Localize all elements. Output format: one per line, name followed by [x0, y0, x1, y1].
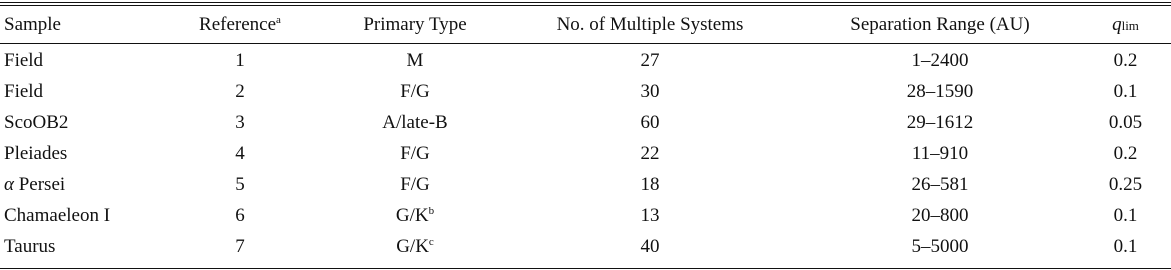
sample-name: ScoOB2 [4, 111, 69, 133]
cell-sample [0, 169, 150, 200]
table-row [0, 169, 1171, 200]
cell-num-systems: 18 [640, 173, 660, 195]
cell-num-systems: 30 [640, 80, 660, 102]
cell-reference: 1 [235, 49, 245, 71]
top-rule [0, 2, 1171, 3]
cell-num-systems: 40 [640, 235, 660, 257]
table-row [0, 107, 1171, 138]
table-row [0, 43, 1171, 76]
cell-qlim: 0.25 [1108, 173, 1143, 195]
header-reference: Reference$^a$ [199, 13, 281, 35]
sample-name: Taurus [4, 235, 56, 257]
header-sample: Sample [4, 13, 61, 35]
cell-primary-type: F/G [400, 80, 430, 102]
cell-qlim: 0.1 [1113, 235, 1138, 257]
sample-name: Chamaeleon I [4, 204, 111, 226]
cell-sample [0, 231, 150, 262]
cell-reference: 5 [235, 173, 245, 195]
cell-qlim: 0.1 [1113, 80, 1138, 102]
cell-primary-type: M [406, 49, 424, 71]
header-num-systems: No. of Multiple Systems [556, 13, 744, 35]
cell-num-systems: 60 [640, 111, 660, 133]
cell-reference: 4 [235, 142, 245, 164]
cell-qlim: 0.2 [1113, 142, 1138, 164]
header-row [0, 6, 1171, 43]
sample-name: Field [4, 49, 44, 71]
cell-sample [0, 200, 150, 231]
header-separation: Separation Range (AU) [850, 13, 1030, 35]
cell-qlim: 0.05 [1108, 111, 1143, 133]
cell-primary-type: F/G [400, 142, 430, 164]
cell-reference: 6 [235, 204, 245, 226]
cell-separation: 11–910 [911, 142, 969, 164]
sample-name: Pleiades [4, 142, 68, 164]
cell-qlim: 0.2 [1113, 49, 1138, 71]
cell-qlim: 0.1 [1113, 204, 1138, 226]
cell-sample [0, 138, 150, 169]
cell-separation: 28–1590 [906, 80, 974, 102]
cell-num-systems: 13 [640, 204, 660, 226]
survey-table [0, 6, 1171, 262]
header-primary-type: Primary Type [363, 13, 467, 35]
cell-separation: 29–1612 [906, 111, 974, 133]
cell-separation: 1–2400 [911, 49, 969, 71]
cell-separation: 5–5000 [911, 235, 969, 257]
cell-primary-type: $G/K^c$ [396, 235, 434, 257]
cell-reference: 3 [235, 111, 245, 133]
table-row [0, 138, 1171, 169]
cell-primary-type: F/G [400, 173, 430, 195]
cell-num-systems: 27 [640, 49, 660, 71]
cell-reference: 7 [235, 235, 245, 257]
cell-num-systems: 22 [640, 142, 660, 164]
cell-primary-type: A/late-B [382, 111, 448, 133]
footnote-a-marker: a [276, 13, 281, 26]
cell-reference: 2 [235, 80, 245, 102]
cell-sample [0, 43, 150, 76]
sample-prefix: α [4, 173, 14, 195]
cell-sample [0, 107, 150, 138]
sample-name: Persei [18, 173, 66, 195]
table-row [0, 76, 1171, 107]
cell-separation: 26–581 [911, 173, 969, 195]
primary-footnote-marker: c [428, 235, 434, 248]
cell-separation: 20–800 [911, 204, 969, 226]
bottom-rule [0, 268, 1171, 269]
primary-footnote-marker: b [428, 204, 435, 217]
table-row [0, 200, 1171, 231]
header-qlim: qlim [1112, 13, 1139, 35]
sample-name: Field [4, 80, 44, 102]
cell-sample [0, 76, 150, 107]
cell-primary-type: $G/K^b$ [395, 204, 435, 226]
table-row [0, 231, 1171, 262]
